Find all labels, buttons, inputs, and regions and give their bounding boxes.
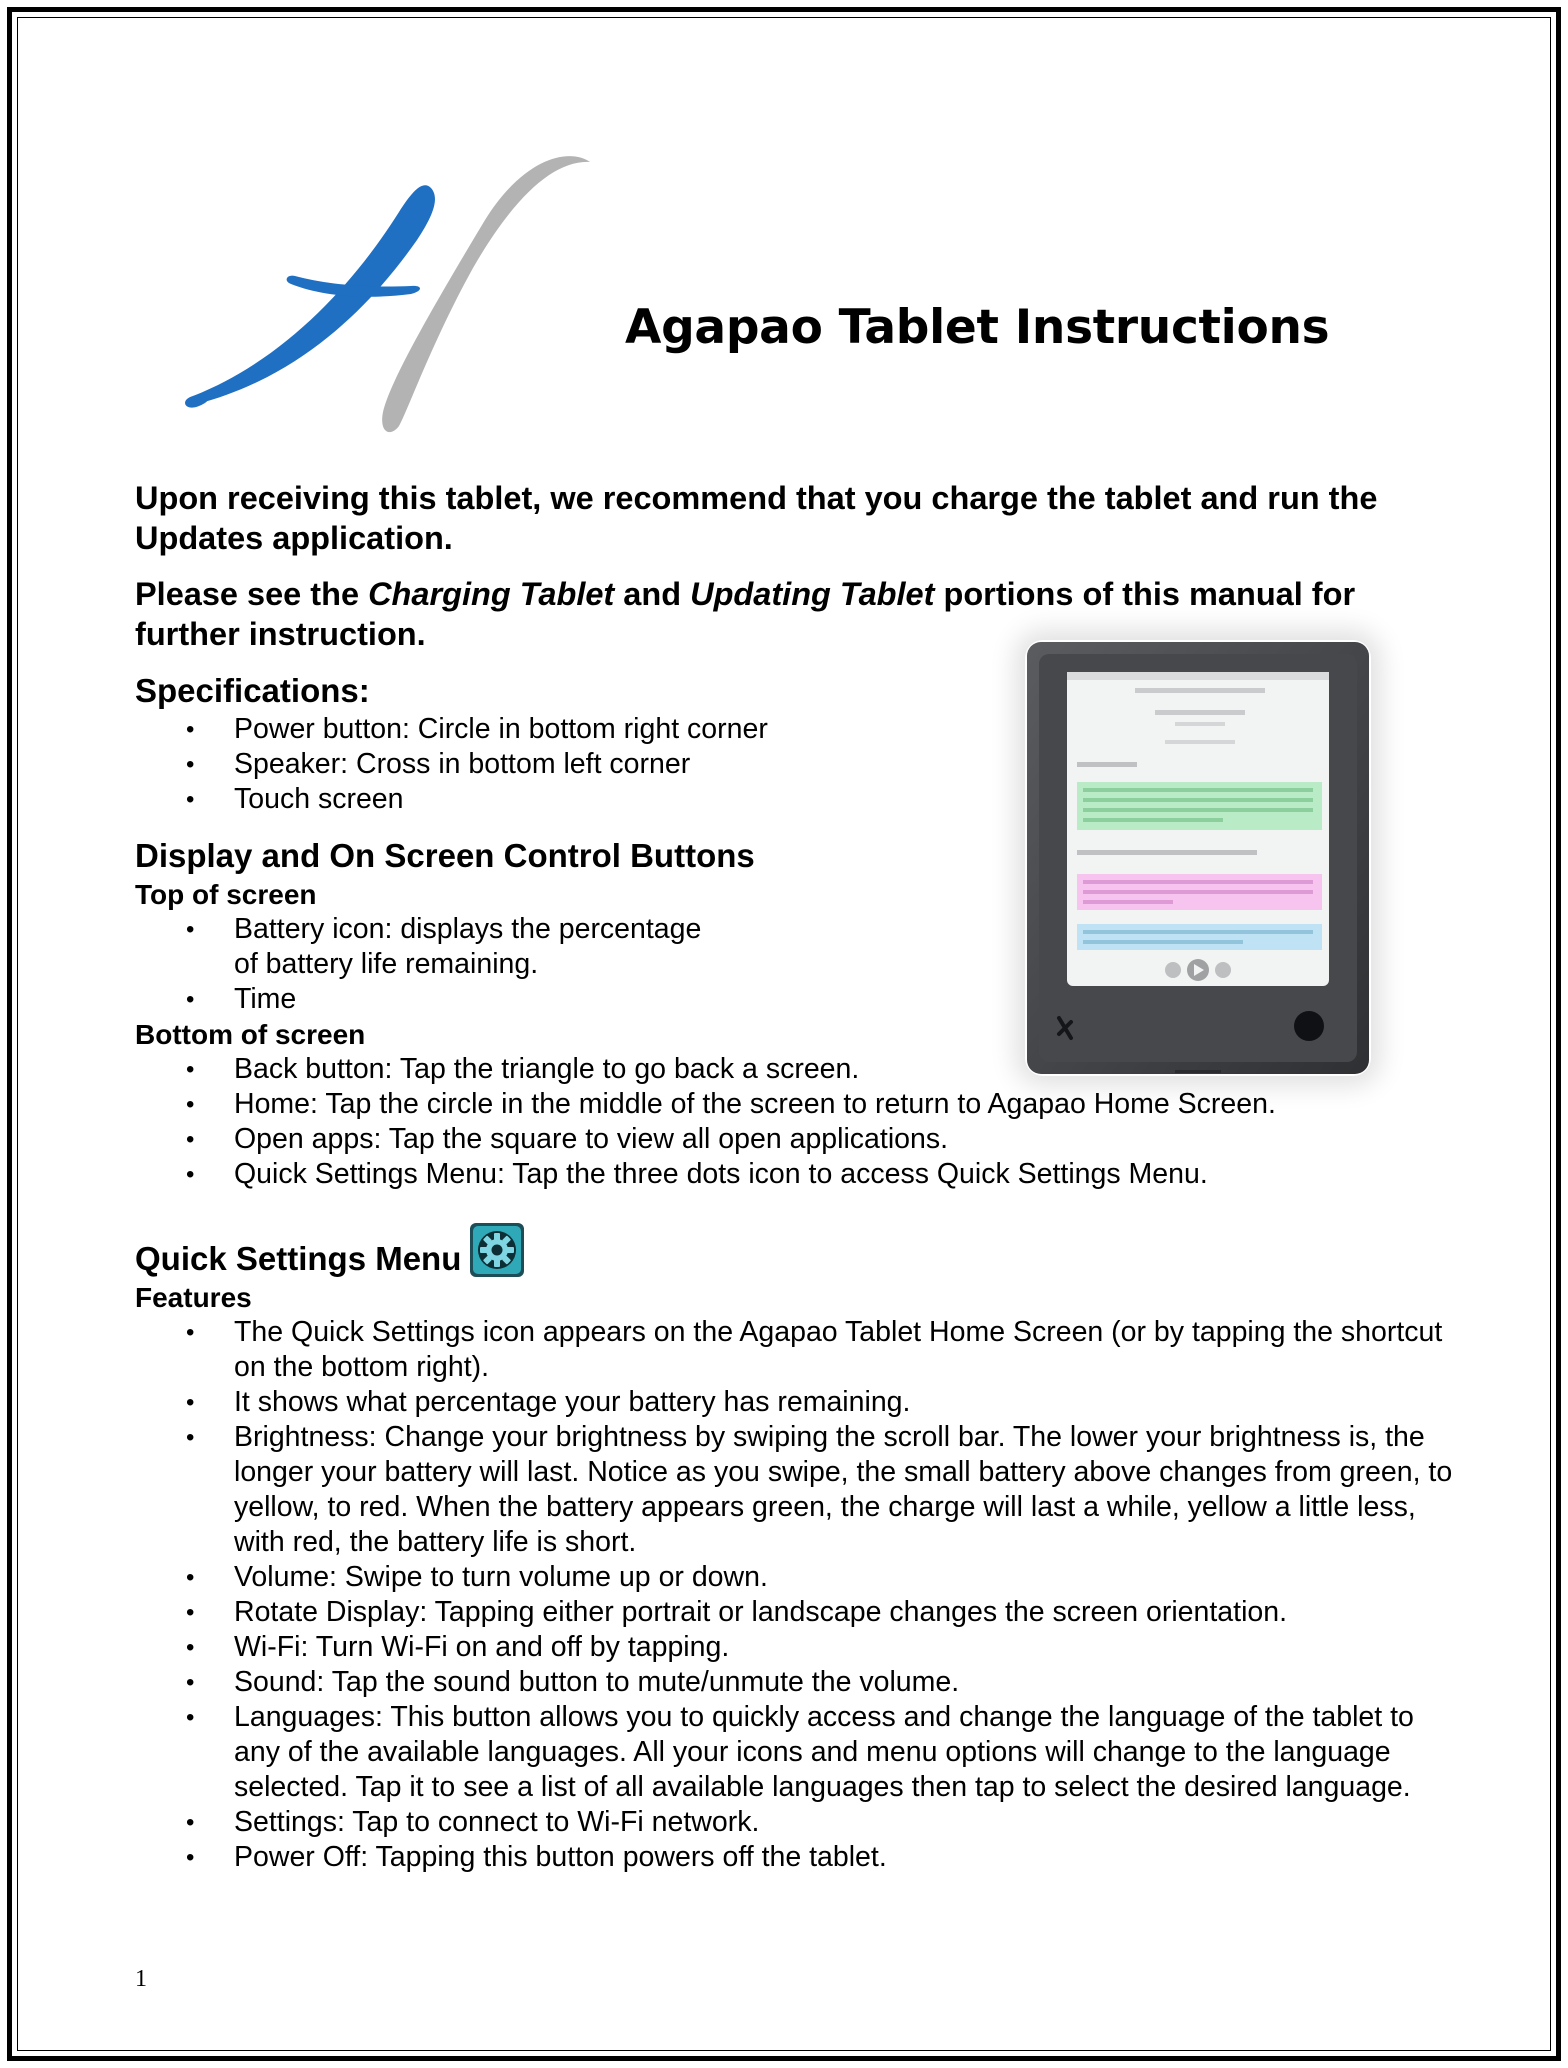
list-item: • Power button: Circle in bottom right corner [135, 712, 1455, 747]
list-item: • Volume: Swipe to turn volume up or down. [135, 1560, 1455, 1595]
top-of-screen-heading: Top of screen [135, 879, 317, 910]
document-body [135, 478, 1455, 1875]
list-item: • It shows what percentage your battery has remaining. [135, 1385, 1455, 1420]
agapao-logo [185, 150, 595, 440]
display-controls-heading: Display and On Screen Control Buttons [135, 837, 755, 874]
bottom-of-screen-heading: Bottom of screen [135, 1019, 366, 1050]
list-item: • The Quick Settings icon appears on the Agapao Tablet Home Screen (or by tapping the shortcut on the bottom right). [135, 1315, 1455, 1385]
specifications-list [135, 712, 1455, 817]
list-item: • Back button: Tap the triangle to go back a screen. [135, 1052, 1455, 1087]
specifications-heading: Specifications: [135, 672, 370, 709]
list-item: • Quick Settings Menu: Tap the three dots icon to access Quick Settings Menu. [135, 1157, 1455, 1192]
list-item: • Time [135, 982, 704, 1017]
list-item: • Brightness: Change your brightness by swiping the scroll bar. The lower your brightness is, the longer your battery will last. Notice as you swipe, the small battery above changes from green, to yellow, to red. When the battery appears green, the charge will last a while, yellow a little less, with red, the battery life is short. [135, 1420, 1455, 1560]
list-item: • Sound: Tap the sound button to mute/unmute the volume. [135, 1665, 1455, 1700]
list-item: • Home: Tap the circle in the middle of the screen to return to Agapao Home Screen. [135, 1087, 1455, 1122]
document-title: Agapao Tablet Instructions [625, 300, 1330, 355]
page-number: 1 [135, 1966, 147, 1992]
list-item: • Battery icon: displays the percentage of battery life remaining. [135, 912, 704, 982]
updating-tablet-ref: Updating Tablet [690, 576, 935, 612]
features-heading: Features [135, 1282, 252, 1313]
list-item: • Touch screen [135, 782, 1455, 817]
quick-settings-heading: Quick Settings Menu [135, 1240, 462, 1277]
charging-tablet-ref: Charging Tablet [368, 576, 615, 612]
list-item: • Open apps: Tap the square to view all open applications. [135, 1122, 1455, 1157]
intro-paragraph: Upon receiving this tablet, we recommend that you charge the tablet and run the Updates application. [135, 480, 1378, 556]
intro-reference-paragraph: Please see the Charging Tablet and Updating Tablet portions of this manual for further instruction. [135, 576, 1356, 652]
list-item: • Speaker: Cross in bottom left corner [135, 747, 1455, 782]
list-item: • Wi-Fi: Turn Wi-Fi on and off by tapping. [135, 1630, 1455, 1665]
gear-icon [469, 1222, 525, 1278]
list-item: • Rotate Display: Tapping either portrait or landscape changes the screen orientation. [135, 1595, 1455, 1630]
list-item: • Settings: Tap to connect to Wi-Fi network. [135, 1805, 1455, 1840]
quick-settings-features-list [135, 1315, 1455, 1875]
list-item: • Languages: This button allows you to quickly access and change the language of the tablet to any of the available languages. All your icons and menu options will change to the language selected. Tap it to see a list of all available languages then tap to select the desired language. [135, 1700, 1455, 1805]
quick-settings-heading-row [135, 1222, 1455, 1280]
bottom-of-screen-list [135, 1052, 1455, 1192]
top-of-screen-list [135, 912, 1455, 1017]
list-item: • Power Off: Tapping this button powers off the tablet. [135, 1840, 1455, 1875]
